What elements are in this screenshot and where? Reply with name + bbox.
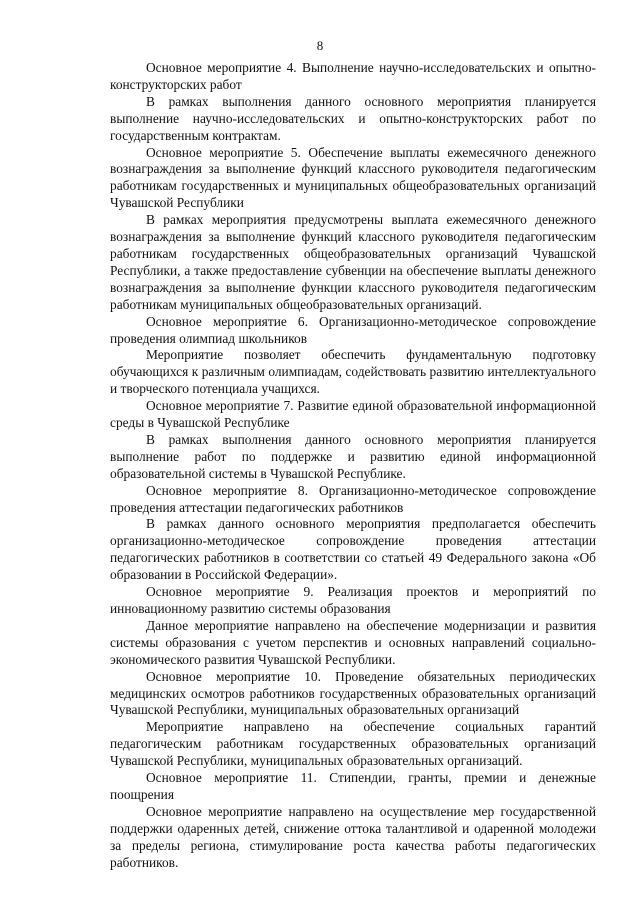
paragraph-measure-11: Основное мероприятие направлено на осуществление мер государственной поддержки одаренных детей, снижение оттока талантливой и одаренной молодежи за пределы региона, стимулирование роста качества работы педагогических работников.: [110, 803, 596, 870]
paragraph-measure-5: В рамках мероприятия предусмотрены выплата ежемесячного денежного вознаграждения за выполнение функций классного руководителя педагогическим работникам государственных общеобразовательных организаций Чувашской Республики, а также предоставление субвенции на обеспечение выплаты денежного вознаграждения за выполнение функции классного руководителя педагогическим работникам муниципальных общеобразовательных организаций.: [110, 212, 596, 312]
heading-measure-9: Основное мероприятие 9. Реализация проектов и мероприятий по инновационному развитию системы образования: [110, 584, 596, 616]
paragraph-measure-9: Данное мероприятие направлено на обеспечение модернизации и развития системы образования с учетом перспектив и основных направлений социально-экономического развития Чувашской Республики.: [110, 617, 596, 667]
heading-measure-8: Основное мероприятие 8. Организационно-методическое сопровождение проведения аттестации педагогических работников: [110, 482, 596, 515]
paragraph-measure-4: В рамках выполнения данного основного мероприятия планируется выполнение научно-исследовательских и опытно-конструкторских работ по государственным контрактам.: [110, 93, 596, 143]
heading-measure-6: Основное мероприятие 6. Организационно-методическое сопровождение проведения олимпиад школьников: [110, 313, 596, 346]
heading-measure-7: Основное мероприятие 7. Развитие единой образовательной информационной среды в Чувашской Республике: [110, 398, 596, 431]
heading-measure-4: Основное мероприятие 4. Выполнение научно-исследовательских и опытно-конструкторских работ: [110, 60, 596, 92]
paragraph-measure-7: В рамках выполнения данного основного мероприятия планируется выполнение работ по поддержке и развитию единой информационной образовательной системы в Чувашской Республике.: [110, 431, 596, 481]
document-body: [110, 60, 596, 872]
paragraph-measure-6: Мероприятие позволяет обеспечить фундаментальную подготовку обучающихся к различным олимпиадам, содействовать развитию интеллектуального и творческого потенциала учащихся.: [110, 347, 596, 397]
heading-measure-5: Основное мероприятие 5. Обеспечение выплаты ежемесячного денежного вознаграждения за выполнение функций классного руководителя педагогическим работникам государственных и муниципальных общеобразовательных организаций Чувашской Республики: [110, 144, 596, 211]
heading-measure-10: Основное мероприятие 10. Проведение обязательных периодических медицинских осмотров работников государственных образовательных организаций Чувашской Республики, муниципальных образовательных организаций: [110, 668, 596, 718]
heading-measure-11: Основное мероприятие 11. Стипендии, гранты, премии и денежные поощрения: [110, 770, 596, 802]
paragraph-measure-8: В рамках данного основного мероприятия предполагается обеспечить организационно-методическое сопровождение проведения аттестации педагогических работников в соответствии со статьей 49 Федерального закона «Об образовании в Российской Федерации».: [110, 516, 596, 583]
page-number: 8: [316, 38, 324, 53]
paragraph-measure-10: Мероприятие направлено на обеспечение социальных гарантий педагогическим работникам государственных образовательных организаций Чувашской Республики, муниципальных образовательных организаций.: [110, 719, 596, 769]
